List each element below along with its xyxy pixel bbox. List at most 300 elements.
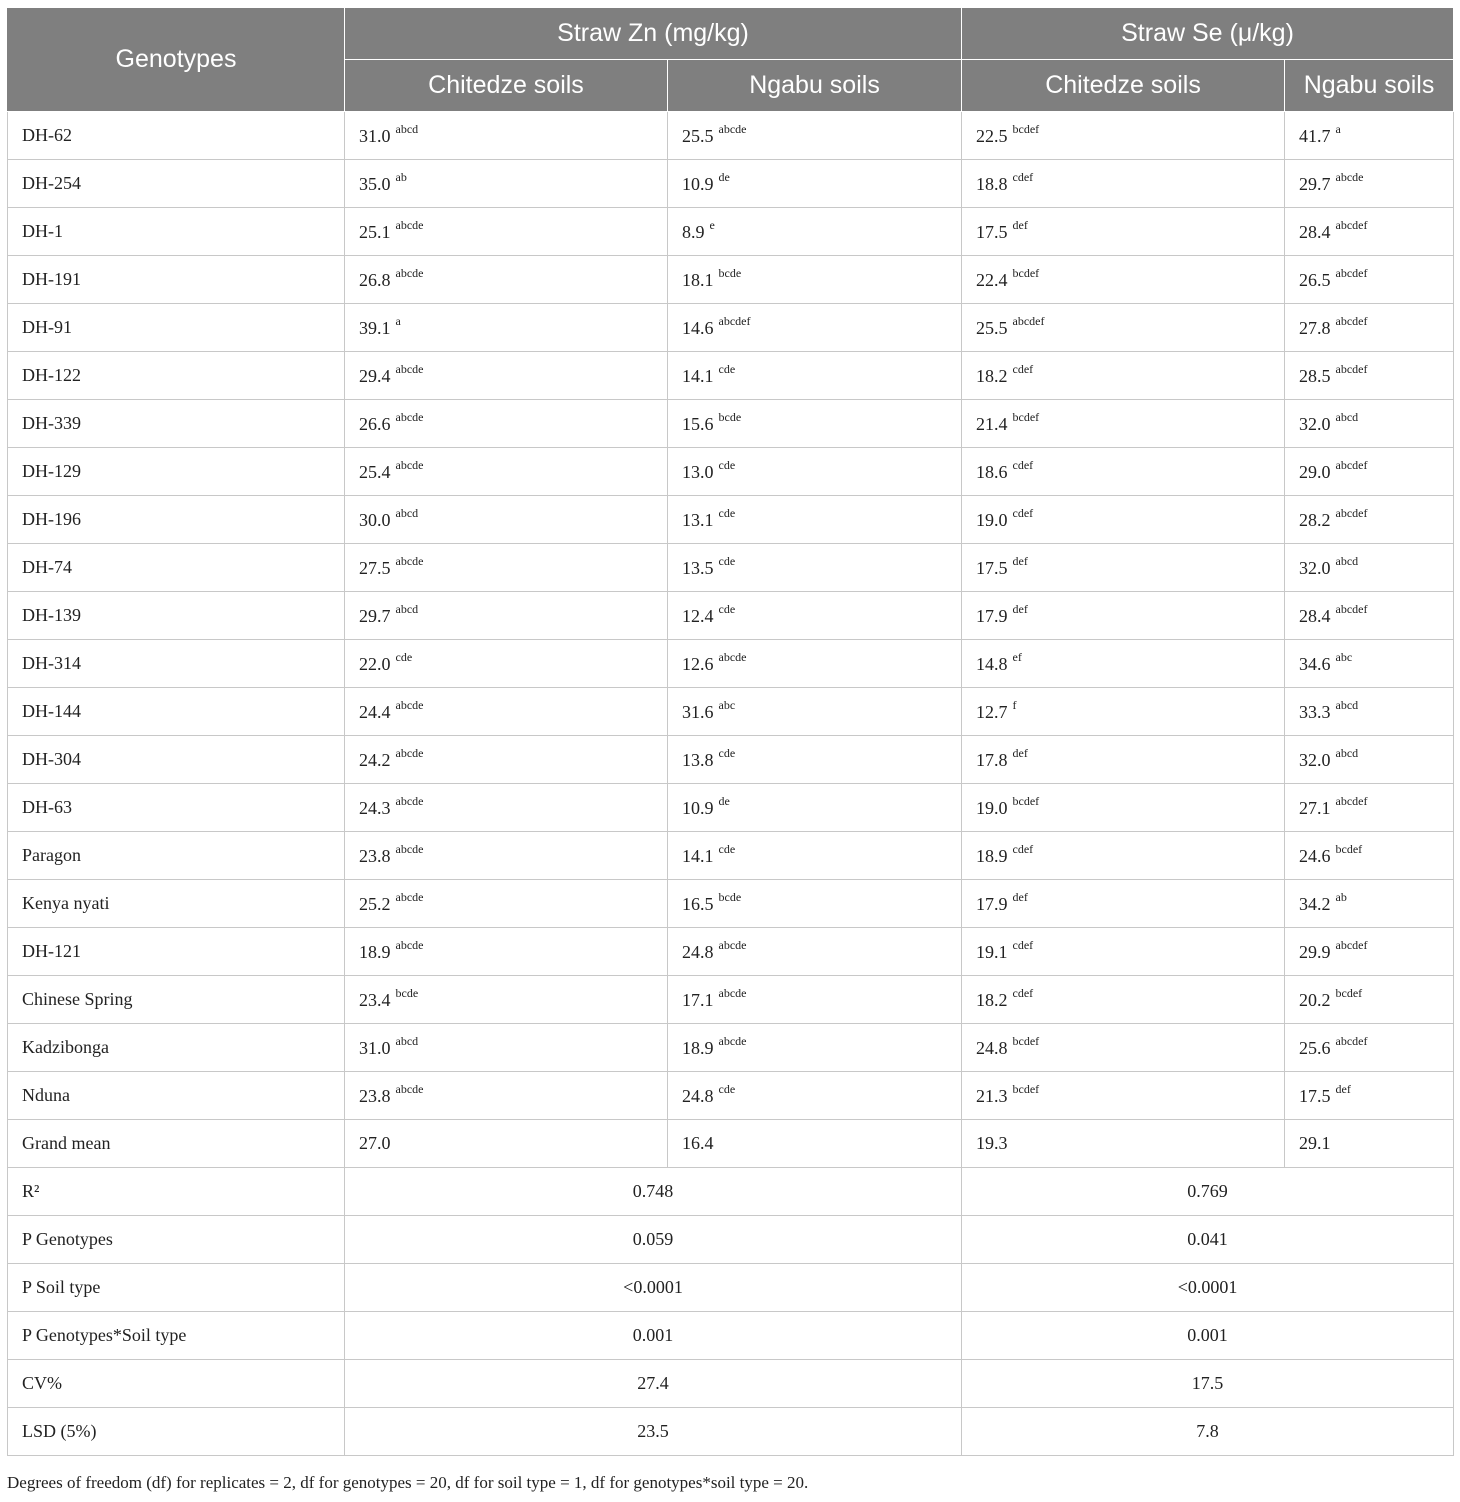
cell-value: 20.2	[1299, 990, 1331, 1010]
zn-stat-cell: 0.001	[345, 1312, 962, 1360]
genotype-cell: Grand mean	[8, 1120, 345, 1168]
significance-letters: bcde	[718, 410, 742, 424]
significance-letters: abcde	[718, 986, 747, 1000]
cell-value: 16.5	[682, 894, 714, 914]
se-stat-cell: <0.0001	[962, 1264, 1454, 1312]
significance-letters: bcdef	[1335, 986, 1363, 1000]
cell-value: 17.9	[976, 606, 1008, 626]
cell-value: 32.0	[1299, 558, 1331, 578]
significance-letters: bcdef	[1012, 122, 1040, 136]
zn-ngabu-cell	[668, 448, 962, 496]
cell-value: 21.4	[976, 414, 1008, 434]
cell-value: 25.2	[359, 894, 391, 914]
cell-value: 24.8	[682, 1086, 714, 1106]
cell-value: 14.6	[682, 318, 714, 338]
cell-value: 25.6	[1299, 1038, 1331, 1058]
significance-letters: cdef	[1012, 842, 1034, 856]
significance-letters: bcde	[718, 266, 742, 280]
genotype-cell: DH-91	[8, 304, 345, 352]
cell-value: 14.1	[682, 846, 714, 866]
significance-letters: cde	[718, 602, 736, 616]
significance-letters: abcdef	[1335, 362, 1368, 376]
zn-ngabu-cell	[668, 304, 962, 352]
cell-value: 13.0	[682, 462, 714, 482]
significance-letters: a	[395, 314, 401, 328]
se-ngabu-cell	[1285, 1024, 1454, 1072]
significance-letters: abcde	[718, 650, 747, 664]
table-row	[8, 928, 1454, 976]
genotype-cell: Chinese Spring	[8, 976, 345, 1024]
genotype-cell: DH-122	[8, 352, 345, 400]
cell-value: 23.4	[359, 990, 391, 1010]
cell-value: 24.2	[359, 750, 391, 770]
table-row	[8, 1120, 1454, 1168]
table-row	[8, 1072, 1454, 1120]
significance-letters: def	[1012, 602, 1028, 616]
cell-value: 19.0	[976, 510, 1008, 530]
se-chitedze-cell	[962, 1024, 1285, 1072]
stats-row	[8, 1312, 1454, 1360]
cell-value: 34.6	[1299, 654, 1331, 674]
table-row	[8, 352, 1454, 400]
zn-ngabu-cell	[668, 832, 962, 880]
zn-ngabu-cell	[668, 640, 962, 688]
cell-value: 41.7	[1299, 126, 1331, 146]
cell-value: 17.5	[976, 222, 1008, 242]
significance-letters: cde	[718, 842, 736, 856]
significance-letters: abcde	[718, 1034, 747, 1048]
cell-value: 23.8	[359, 1086, 391, 1106]
se-chitedze-cell	[962, 784, 1285, 832]
significance-letters: ab	[1335, 890, 1347, 904]
cell-value: 12.6	[682, 654, 714, 674]
cell-value: 24.8	[682, 942, 714, 962]
zn-stat-cell: 27.4	[345, 1360, 962, 1408]
zn-chitedze-cell	[345, 208, 668, 256]
se-ngabu-cell	[1285, 400, 1454, 448]
significance-letters: cdef	[1012, 506, 1034, 520]
significance-letters: abcde	[718, 122, 747, 136]
se-ngabu-cell	[1285, 544, 1454, 592]
table-row	[8, 688, 1454, 736]
cell-value: 29.7	[359, 606, 391, 626]
cell-value: 18.6	[976, 462, 1008, 482]
cell-value: 13.5	[682, 558, 714, 578]
cell-value: 24.6	[1299, 846, 1331, 866]
se-chitedze-cell	[962, 448, 1285, 496]
cell-value: 27.0	[359, 1133, 391, 1153]
se-chitedze-cell	[962, 640, 1285, 688]
cell-value: 27.5	[359, 558, 391, 578]
significance-letters: cde	[718, 458, 736, 472]
zn-chitedze-cell	[345, 928, 668, 976]
significance-letters: ab	[395, 170, 407, 184]
cell-value: 12.7	[976, 702, 1008, 722]
significance-letters: abcd	[395, 122, 419, 136]
se-chitedze-cell	[962, 736, 1285, 784]
se-ngabu-cell	[1285, 304, 1454, 352]
significance-letters: abcd	[395, 1034, 419, 1048]
cell-value: 25.5	[682, 126, 714, 146]
significance-letters: ef	[1012, 650, 1022, 664]
significance-letters: abcdef	[1012, 314, 1045, 328]
se-ngabu-cell	[1285, 784, 1454, 832]
cell-value: 27.8	[1299, 318, 1331, 338]
zn-ngabu-cell	[668, 400, 962, 448]
significance-letters: def	[1335, 1082, 1351, 1096]
se-stat-cell: 7.8	[962, 1408, 1454, 1456]
stat-label-cell: R²	[8, 1168, 345, 1216]
se-ngabu-cell	[1285, 208, 1454, 256]
cell-value: 28.2	[1299, 510, 1331, 530]
se-stat-cell: 17.5	[962, 1360, 1454, 1408]
zn-chitedze-cell	[345, 256, 668, 304]
significance-letters: abcde	[395, 746, 424, 760]
zn-ngabu-cell	[668, 256, 962, 304]
cell-value: 25.1	[359, 222, 391, 242]
cell-value: 25.4	[359, 462, 391, 482]
table-header	[8, 8, 1454, 112]
se-ngabu-cell	[1285, 592, 1454, 640]
significance-letters: def	[1012, 890, 1028, 904]
table-row	[8, 832, 1454, 880]
se-ngabu-cell	[1285, 256, 1454, 304]
zn-ngabu-cell	[668, 1072, 962, 1120]
zn-ngabu-cell	[668, 112, 962, 160]
zn-ngabu-cell	[668, 1024, 962, 1072]
se-chitedze-cell	[962, 976, 1285, 1024]
se-chitedze-cell	[962, 1072, 1285, 1120]
cell-value: 17.5	[1299, 1086, 1331, 1106]
stat-label-cell: P Genotypes*Soil type	[8, 1312, 345, 1360]
se-chitedze-cell	[962, 832, 1285, 880]
se-ngabu-header: Ngabu soils	[1285, 60, 1454, 112]
zn-ngabu-cell	[668, 976, 962, 1024]
zn-chitedze-cell	[345, 880, 668, 928]
zn-chitedze-cell	[345, 688, 668, 736]
zn-ngabu-cell	[668, 592, 962, 640]
significance-letters: abcdef	[1335, 218, 1368, 232]
cell-value: 24.3	[359, 798, 391, 818]
significance-letters: abcde	[395, 698, 424, 712]
cell-value: 14.8	[976, 654, 1008, 674]
genotype-cell: Kadzibonga	[8, 1024, 345, 1072]
cell-value: 17.5	[976, 558, 1008, 578]
cell-value: 17.8	[976, 750, 1008, 770]
significance-letters: abcdef	[1335, 314, 1368, 328]
genotype-cell: Kenya nyati	[8, 880, 345, 928]
cell-value: 15.6	[682, 414, 714, 434]
significance-letters: abcd	[1335, 746, 1359, 760]
significance-letters: cdef	[1012, 362, 1034, 376]
zn-chitedze-cell	[345, 448, 668, 496]
zn-stat-cell: 0.748	[345, 1168, 962, 1216]
cell-value: 18.8	[976, 174, 1008, 194]
significance-letters: abcde	[395, 554, 424, 568]
zn-ngabu-cell	[668, 1120, 962, 1168]
cell-value: 32.0	[1299, 750, 1331, 770]
significance-letters: abcd	[1335, 554, 1359, 568]
cell-value: 29.4	[359, 366, 391, 386]
zn-ngabu-cell	[668, 880, 962, 928]
straw-se-header: Straw Se (μ/kg)	[962, 8, 1454, 60]
cell-value: 18.1	[682, 270, 714, 290]
se-ngabu-cell	[1285, 160, 1454, 208]
significance-letters: cde	[718, 1082, 736, 1096]
cell-value: 23.8	[359, 846, 391, 866]
cell-value: 31.6	[682, 702, 714, 722]
genotype-cell: DH-191	[8, 256, 345, 304]
cell-value: 24.4	[359, 702, 391, 722]
significance-letters: bcdef	[1012, 410, 1040, 424]
cell-value: 39.1	[359, 318, 391, 338]
zn-chitedze-cell	[345, 304, 668, 352]
significance-letters: abcd	[1335, 410, 1359, 424]
cell-value: 17.1	[682, 990, 714, 1010]
stats-row	[8, 1168, 1454, 1216]
cell-value: 26.6	[359, 414, 391, 434]
se-chitedze-cell	[962, 880, 1285, 928]
cell-value: 19.3	[976, 1133, 1008, 1153]
se-chitedze-header: Chitedze soils	[962, 60, 1285, 112]
zn-chitedze-cell	[345, 832, 668, 880]
cell-value: 29.0	[1299, 462, 1331, 482]
cell-value: 26.5	[1299, 270, 1331, 290]
cell-value: 29.1	[1299, 1133, 1331, 1153]
genotype-cell: DH-254	[8, 160, 345, 208]
se-ngabu-cell	[1285, 352, 1454, 400]
zn-stat-cell: 23.5	[345, 1408, 962, 1456]
significance-letters: abcdef	[1335, 602, 1368, 616]
table-row	[8, 160, 1454, 208]
zn-ngabu-cell	[668, 496, 962, 544]
zn-ngabu-cell	[668, 544, 962, 592]
cell-value: 29.9	[1299, 942, 1331, 962]
significance-letters: abc	[718, 698, 736, 712]
se-ngabu-cell	[1285, 112, 1454, 160]
significance-letters: cde	[718, 554, 736, 568]
significance-letters: cdef	[1012, 938, 1034, 952]
significance-letters: abcdef	[1335, 458, 1368, 472]
zn-stat-cell: 0.059	[345, 1216, 962, 1264]
zn-chitedze-cell	[345, 1072, 668, 1120]
se-chitedze-cell	[962, 400, 1285, 448]
significance-letters: abcdef	[1335, 506, 1368, 520]
significance-letters: def	[1012, 218, 1028, 232]
significance-letters: cdef	[1012, 170, 1034, 184]
cell-value: 34.2	[1299, 894, 1331, 914]
significance-letters: abcde	[395, 266, 424, 280]
significance-letters: abcdef	[1335, 938, 1368, 952]
cell-value: 13.8	[682, 750, 714, 770]
zn-ngabu-cell	[668, 928, 962, 976]
se-chitedze-cell	[962, 496, 1285, 544]
se-ngabu-cell	[1285, 448, 1454, 496]
table-row	[8, 400, 1454, 448]
significance-letters: abcde	[1335, 170, 1364, 184]
significance-letters: abcdef	[1335, 266, 1368, 280]
se-ngabu-cell	[1285, 1120, 1454, 1168]
significance-letters: bcdef	[1012, 266, 1040, 280]
genotype-cell: DH-121	[8, 928, 345, 976]
cell-value: 18.2	[976, 990, 1008, 1010]
se-ngabu-cell	[1285, 736, 1454, 784]
significance-letters: a	[1335, 122, 1341, 136]
genotype-cell: DH-74	[8, 544, 345, 592]
se-stat-cell: 0.041	[962, 1216, 1454, 1264]
significance-letters: cde	[718, 362, 736, 376]
cell-value: 28.5	[1299, 366, 1331, 386]
significance-letters: abcde	[395, 842, 424, 856]
se-ngabu-cell	[1285, 880, 1454, 928]
significance-letters: abcdef	[1335, 794, 1368, 808]
cell-value: 14.1	[682, 366, 714, 386]
se-chitedze-cell	[962, 592, 1285, 640]
se-chitedze-cell	[962, 1120, 1285, 1168]
se-chitedze-cell	[962, 256, 1285, 304]
zn-chitedze-cell	[345, 112, 668, 160]
se-stat-cell: 0.769	[962, 1168, 1454, 1216]
cell-value: 22.5	[976, 126, 1008, 146]
se-ngabu-cell	[1285, 688, 1454, 736]
significance-letters: abcd	[395, 506, 419, 520]
table-row	[8, 976, 1454, 1024]
genotype-cell: DH-62	[8, 112, 345, 160]
genotype-cell: DH-304	[8, 736, 345, 784]
genotype-cell: DH-1	[8, 208, 345, 256]
zn-ngabu-cell	[668, 736, 962, 784]
zn-chitedze-cell	[345, 160, 668, 208]
zn-chitedze-cell	[345, 736, 668, 784]
stats-row	[8, 1408, 1454, 1456]
se-ngabu-cell	[1285, 928, 1454, 976]
significance-letters: abcde	[395, 890, 424, 904]
table-row	[8, 736, 1454, 784]
straw-zn-header: Straw Zn (mg/kg)	[345, 8, 962, 60]
significance-letters: cde	[395, 650, 413, 664]
zn-chitedze-cell	[345, 1024, 668, 1072]
cell-value: 18.2	[976, 366, 1008, 386]
cell-value: 24.8	[976, 1038, 1008, 1058]
se-ngabu-cell	[1285, 496, 1454, 544]
significance-letters: abcde	[395, 1082, 424, 1096]
significance-letters: def	[1012, 554, 1028, 568]
data-table	[7, 7, 1454, 1456]
zn-ngabu-cell	[668, 784, 962, 832]
significance-letters: def	[1012, 746, 1028, 760]
cell-value: 26.8	[359, 270, 391, 290]
se-chitedze-cell	[962, 160, 1285, 208]
table-row	[8, 448, 1454, 496]
cell-value: 28.4	[1299, 222, 1331, 242]
zn-chitedze-header: Chitedze soils	[345, 60, 668, 112]
significance-letters: bcdef	[1012, 1082, 1040, 1096]
stat-label-cell: P Soil type	[8, 1264, 345, 1312]
stats-row	[8, 1360, 1454, 1408]
cell-value: 13.1	[682, 510, 714, 530]
se-ngabu-cell	[1285, 976, 1454, 1024]
stats-row	[8, 1264, 1454, 1312]
zn-ngabu-header: Ngabu soils	[668, 60, 962, 112]
stat-label-cell: P Genotypes	[8, 1216, 345, 1264]
table-row	[8, 592, 1454, 640]
cell-value: 25.5	[976, 318, 1008, 338]
cell-value: 27.1	[1299, 798, 1331, 818]
table-row	[8, 784, 1454, 832]
cell-value: 12.4	[682, 606, 714, 626]
se-chitedze-cell	[962, 928, 1285, 976]
zn-ngabu-cell	[668, 688, 962, 736]
cell-value: 30.0	[359, 510, 391, 530]
significance-letters: cde	[718, 506, 736, 520]
significance-letters: abcde	[395, 362, 424, 376]
genotype-cell: DH-139	[8, 592, 345, 640]
se-chitedze-cell	[962, 304, 1285, 352]
table-body	[8, 112, 1454, 1456]
zn-ngabu-cell	[668, 208, 962, 256]
zn-chitedze-cell	[345, 496, 668, 544]
header-row-groups	[8, 8, 1454, 60]
zn-chitedze-cell	[345, 352, 668, 400]
cell-value: 10.9	[682, 798, 714, 818]
zn-chitedze-cell	[345, 592, 668, 640]
se-chitedze-cell	[962, 352, 1285, 400]
significance-letters: abcde	[395, 458, 424, 472]
se-ngabu-cell	[1285, 640, 1454, 688]
se-ngabu-cell	[1285, 832, 1454, 880]
se-chitedze-cell	[962, 544, 1285, 592]
cell-value: 17.9	[976, 894, 1008, 914]
se-stat-cell: 0.001	[962, 1312, 1454, 1360]
se-ngabu-cell	[1285, 1072, 1454, 1120]
significance-letters: abcd	[1335, 698, 1359, 712]
se-chitedze-cell	[962, 208, 1285, 256]
stat-label-cell: CV%	[8, 1360, 345, 1408]
significance-letters: abcde	[395, 938, 424, 952]
significance-letters: bcdef	[1012, 794, 1040, 808]
cell-value: 35.0	[359, 174, 391, 194]
significance-letters: bcdef	[1335, 842, 1363, 856]
significance-letters: cde	[718, 746, 736, 760]
cell-value: 32.0	[1299, 414, 1331, 434]
significance-letters: abcdef	[1335, 1034, 1368, 1048]
cell-value: 18.9	[359, 942, 391, 962]
significance-letters: abcd	[395, 602, 419, 616]
zn-ngabu-cell	[668, 160, 962, 208]
cell-value: 16.4	[682, 1133, 714, 1153]
cell-value: 29.7	[1299, 174, 1331, 194]
cell-value: 28.4	[1299, 606, 1331, 626]
zn-stat-cell: <0.0001	[345, 1264, 962, 1312]
genotypes-header: Genotypes	[8, 8, 345, 112]
zn-ngabu-cell	[668, 352, 962, 400]
significance-letters: de	[718, 170, 730, 184]
significance-letters: abc	[1335, 650, 1353, 664]
cell-value: 10.9	[682, 174, 714, 194]
genotype-cell: DH-314	[8, 640, 345, 688]
zn-chitedze-cell	[345, 640, 668, 688]
se-chitedze-cell	[962, 112, 1285, 160]
zn-chitedze-cell	[345, 544, 668, 592]
table-footnote: Degrees of freedom (df) for replicates = 2, df for genotypes = 20, df for soil type = 1, df for genotypes*soil type = 20.	[7, 1473, 809, 1492]
table-row	[8, 256, 1454, 304]
cell-value: 18.9	[976, 846, 1008, 866]
zn-chitedze-cell	[345, 784, 668, 832]
significance-letters: cdef	[1012, 458, 1034, 472]
significance-letters: abcdef	[718, 314, 751, 328]
cell-value: 31.0	[359, 1038, 391, 1058]
stat-label-cell: LSD (5%)	[8, 1408, 345, 1456]
